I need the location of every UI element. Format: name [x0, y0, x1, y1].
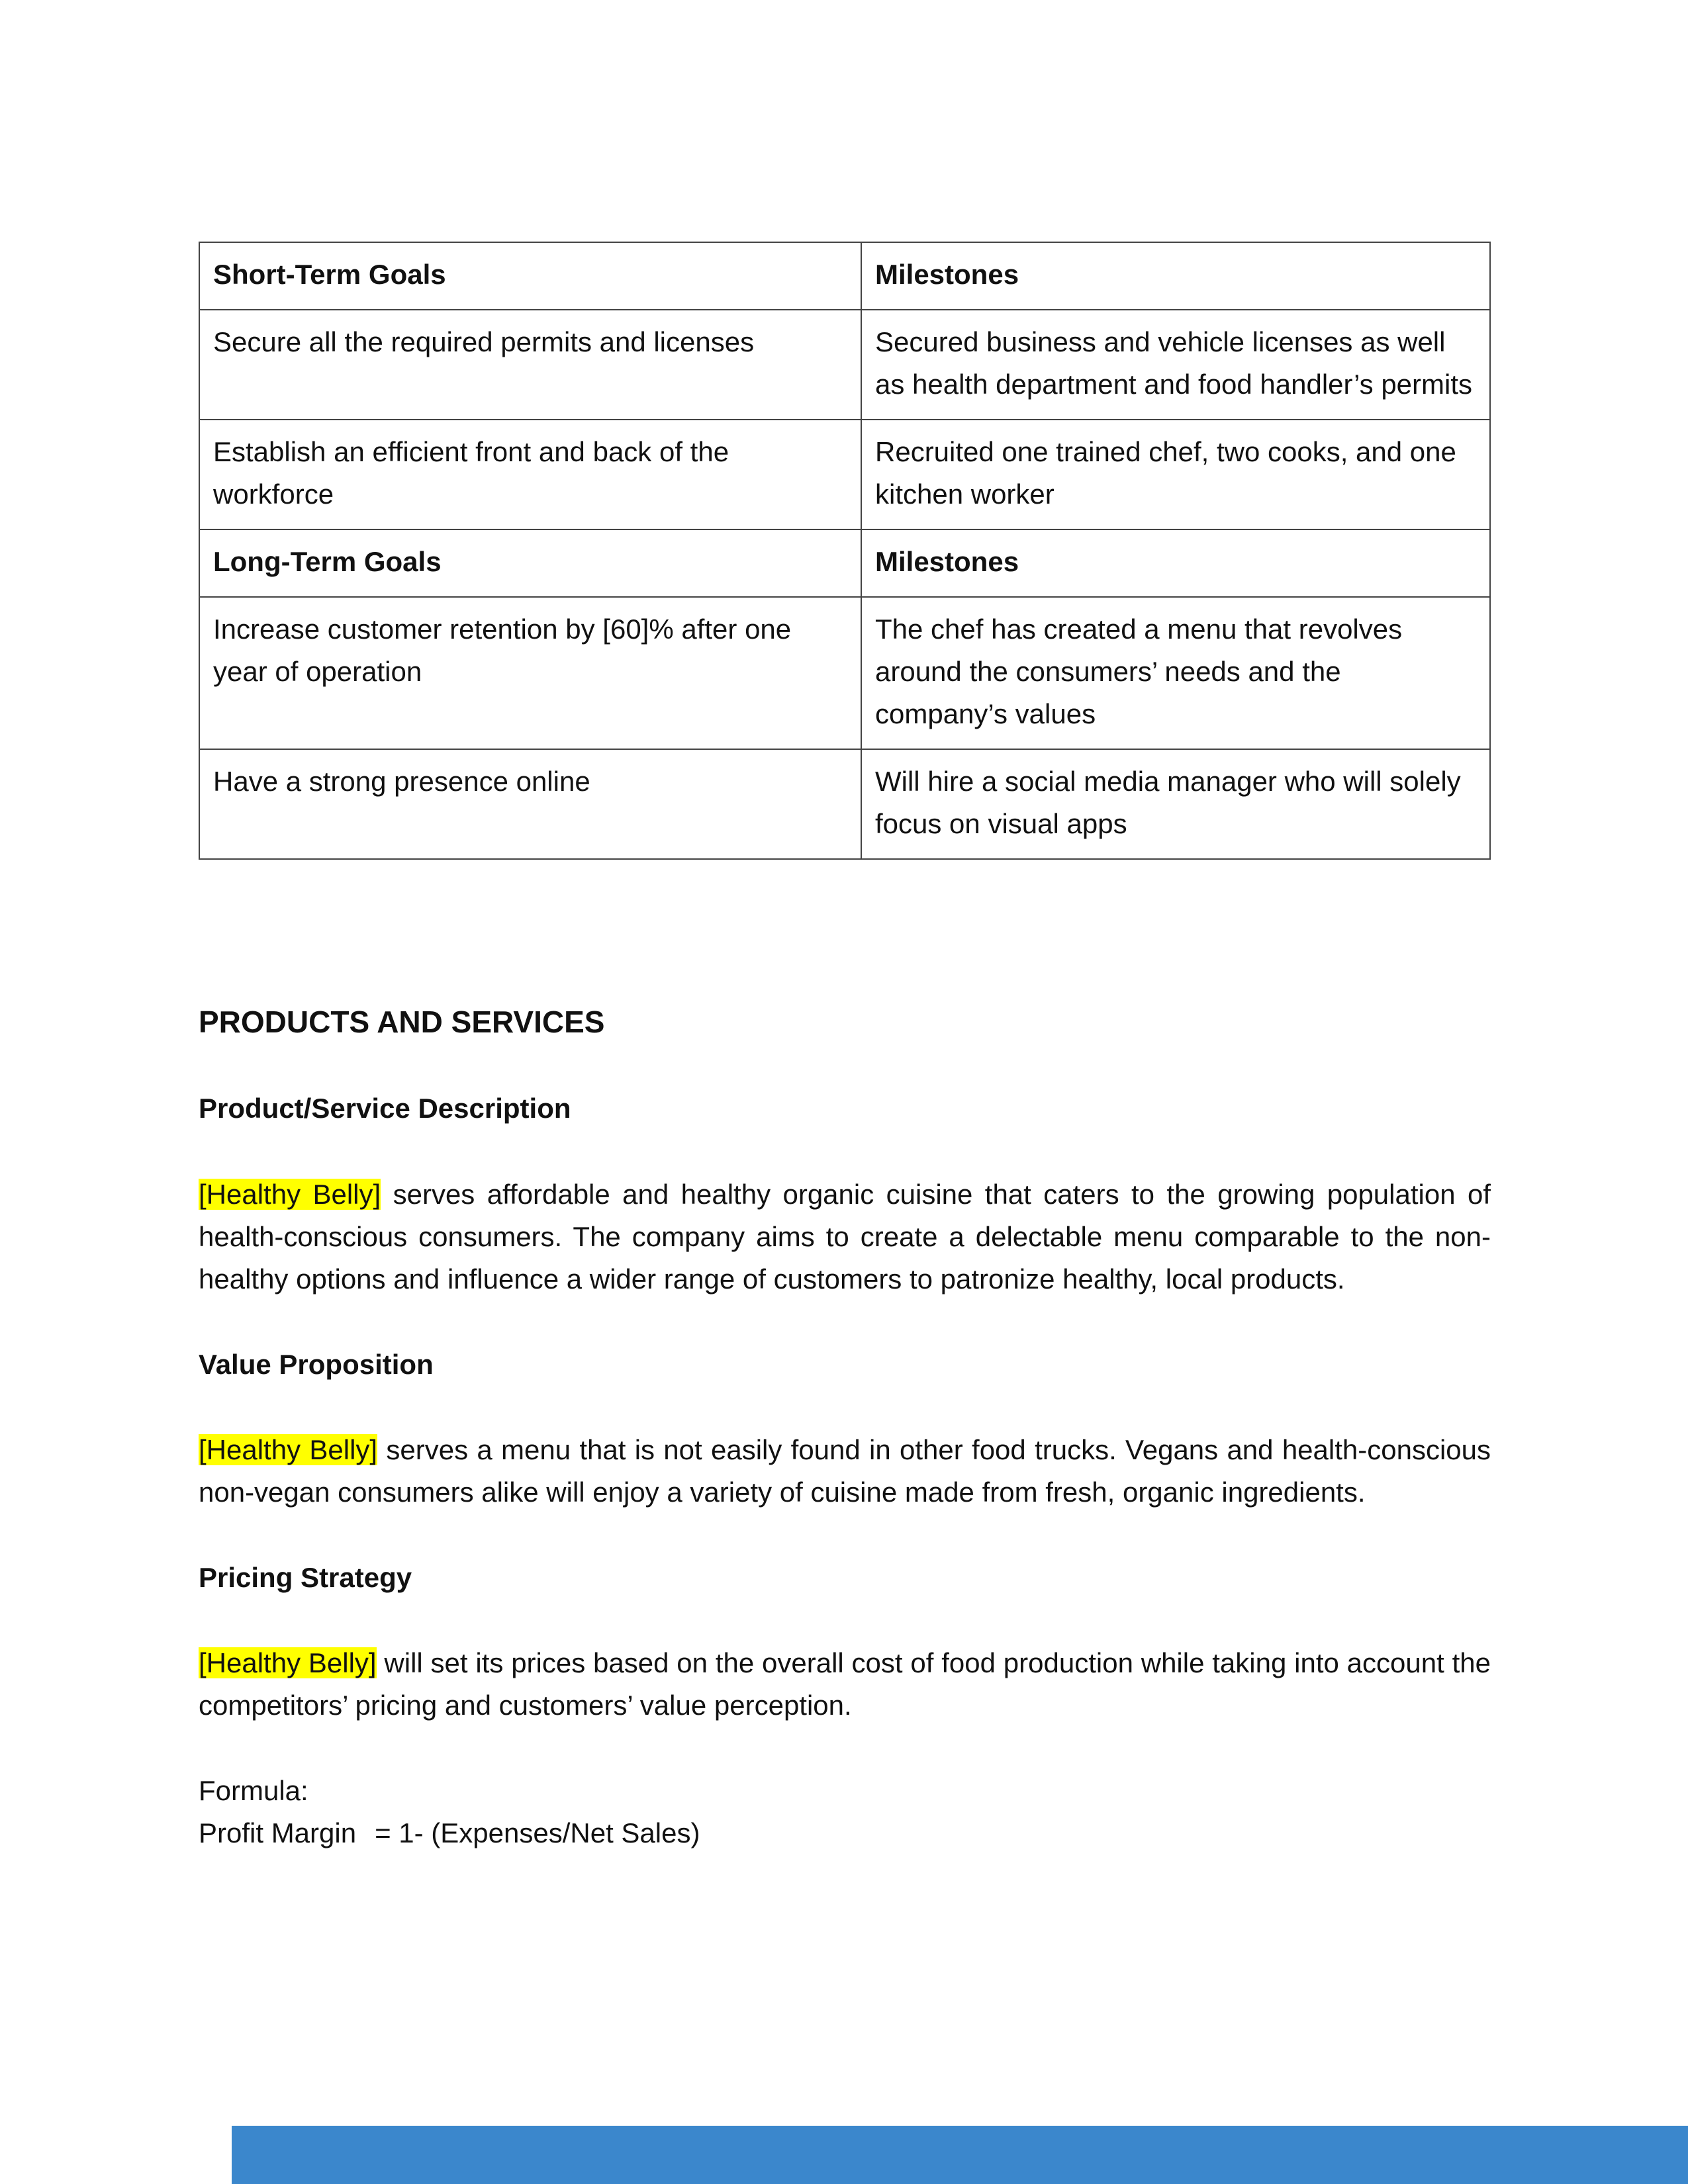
table-header-cell: Long-Term Goals	[199, 529, 861, 597]
table-header-row	[199, 242, 1490, 310]
formula-label: Formula:	[199, 1775, 308, 1806]
product-description-paragraph	[199, 1173, 1491, 1300]
product-description-heading: Product/Service Description	[199, 1093, 571, 1124]
table-row	[199, 749, 1490, 859]
pricing-strategy-heading: Pricing Strategy	[199, 1562, 412, 1593]
goals-milestones-table	[199, 242, 1491, 860]
paragraph-text: serves affordable and healthy organic cuisine that caters to the growing population of health-conscious consumers. The company aims to create a delectable menu comparable to the non-healthy options and influence a wider range of customers to patronize healthy, local products.	[199, 1179, 1491, 1295]
formula-name: Profit Margin	[199, 1817, 357, 1848]
table-row	[199, 420, 1490, 529]
table-cell: Have a strong presence online	[199, 749, 861, 859]
formula-value: = 1- (Expenses/Net Sales)	[375, 1817, 700, 1848]
table-cell: Establish an efficient front and back of the workforce	[199, 420, 861, 529]
table-row	[199, 597, 1490, 749]
table-cell: Secure all the required permits and licenses	[199, 310, 861, 420]
table-row	[199, 310, 1490, 420]
table-header-cell: Milestones	[861, 242, 1490, 310]
value-proposition-heading: Value Proposition	[199, 1349, 434, 1380]
table-cell: Increase customer retention by [60]% after one year of operation	[199, 597, 861, 749]
table-cell: Secured business and vehicle licenses as well as health department and food handler’s permits	[861, 310, 1490, 420]
table-cell: Will hire a social media manager who will solely focus on visual apps	[861, 749, 1490, 859]
company-name-highlight: [Healthy Belly]	[199, 1647, 377, 1678]
formula-line	[199, 1812, 700, 1854]
value-proposition-paragraph	[199, 1429, 1491, 1514]
company-name-highlight: [Healthy Belly]	[199, 1434, 378, 1465]
table-cell: Recruited one trained chef, two cooks, and one kitchen worker	[861, 420, 1490, 529]
section-title: PRODUCTS AND SERVICES	[199, 1005, 605, 1039]
paragraph-text: will set its prices based on the overall cost of food production while taking into account the competitors’ pricing and customers’ value perception.	[199, 1647, 1491, 1721]
table-header-row	[199, 529, 1490, 597]
table-cell: The chef has created a menu that revolves around the consumers’ needs and the company’s values	[861, 597, 1490, 749]
pricing-strategy-paragraph	[199, 1642, 1491, 1727]
table-header-cell: Short-Term Goals	[199, 242, 861, 310]
company-name-highlight: [Healthy Belly]	[199, 1179, 381, 1210]
paragraph-text: serves a menu that is not easily found in other food trucks. Vegans and health-conscious non-vegan consumers alike will enjoy a variety of cuisine made from fresh, organic ingredients.	[199, 1434, 1491, 1508]
table-header-cell: Milestones	[861, 529, 1490, 597]
footer-bar	[232, 2126, 1688, 2184]
